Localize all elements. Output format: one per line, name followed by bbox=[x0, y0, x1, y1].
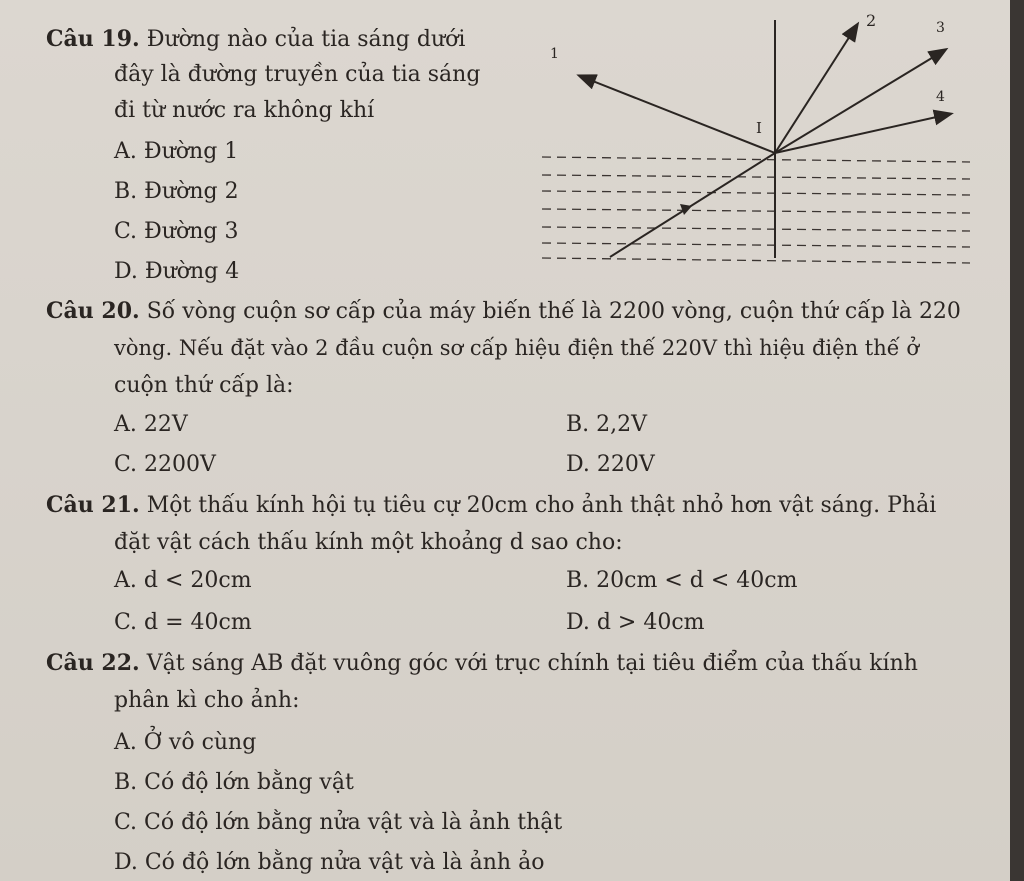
q19-option-c: C. Đường 3 bbox=[114, 219, 239, 244]
q21-option-d: D. d > 40cm bbox=[566, 610, 705, 635]
label-1: 1 bbox=[550, 46, 559, 62]
q19-line-3: đi từ nước ra không khí bbox=[114, 98, 375, 123]
water-surface-lines bbox=[542, 157, 970, 263]
q19-option-d: D. Đường 4 bbox=[114, 259, 240, 284]
refraction-diagram bbox=[530, 5, 980, 270]
q22-line-1: Câu 22. Vật sáng AB đặt vuông góc với trục chính tại tiêu điểm của thấu kính bbox=[46, 650, 918, 676]
label-4: 4 bbox=[936, 89, 945, 105]
label-I: I bbox=[756, 119, 762, 137]
q21-line-1: Câu 21. Một thấu kính hội tụ tiêu cự 20cm cho ảnh thật nhỏ hơn vật sáng. Phải bbox=[46, 492, 937, 518]
ray-1 bbox=[580, 76, 775, 153]
q20-option-c: C. 2200V bbox=[114, 452, 216, 477]
q21-option-c: C. d = 40cm bbox=[114, 610, 252, 635]
label-2: 2 bbox=[866, 11, 877, 30]
q22-option-b: B. Có độ lớn bằng vật bbox=[114, 770, 354, 795]
incident-ray bbox=[610, 153, 775, 257]
q22-option-c: C. Có độ lớn bằng nửa vật và là ảnh thật bbox=[114, 810, 563, 835]
page-edge bbox=[1010, 0, 1024, 881]
q22-line-2: phân kì cho ảnh: bbox=[114, 688, 300, 713]
q20-line-2: vòng. Nếu đặt vào 2 đầu cuộn sơ cấp hiệu điện thế 220V thì hiệu điện thế ở bbox=[114, 336, 919, 360]
q22-number: Câu 22. bbox=[46, 650, 140, 676]
q22-option-a: A. Ở vô cùng bbox=[114, 730, 257, 755]
ray-2 bbox=[775, 25, 857, 153]
q20-line-1: Câu 20. Số vòng cuộn sơ cấp của máy biến thế là 2200 vòng, cuộn thứ cấp là 220 bbox=[46, 298, 961, 324]
q21-number: Câu 21. bbox=[46, 492, 140, 518]
q19-line-1: Câu 19. Đường nào của tia sáng dưới bbox=[46, 26, 466, 52]
q19-number: Câu 19. bbox=[46, 26, 140, 52]
q22-option-d: D. Có độ lớn bằng nửa vật và là ảnh ảo bbox=[114, 850, 545, 875]
q19-option-a: A. Đường 1 bbox=[114, 139, 239, 164]
q21-option-a: A. d < 20cm bbox=[114, 568, 252, 593]
label-3: 3 bbox=[936, 20, 945, 36]
q20-option-a: A. 22V bbox=[114, 412, 188, 437]
q19-line-2: đây là đường truyền của tia sáng bbox=[114, 62, 481, 87]
ray-3 bbox=[775, 50, 945, 153]
q19-option-b: B. Đường 2 bbox=[114, 179, 239, 204]
q20-option-d: D. 220V bbox=[566, 452, 655, 477]
q21-option-b: B. 20cm < d < 40cm bbox=[566, 568, 798, 593]
q21-line-2: đặt vật cách thấu kính một khoảng d sao cho: bbox=[114, 530, 623, 555]
q20-number: Câu 20. bbox=[46, 298, 140, 324]
q20-option-b: B. 2,2V bbox=[566, 412, 648, 437]
q20-line-3: cuộn thứ cấp là: bbox=[114, 373, 294, 398]
ray-4 bbox=[775, 114, 950, 153]
